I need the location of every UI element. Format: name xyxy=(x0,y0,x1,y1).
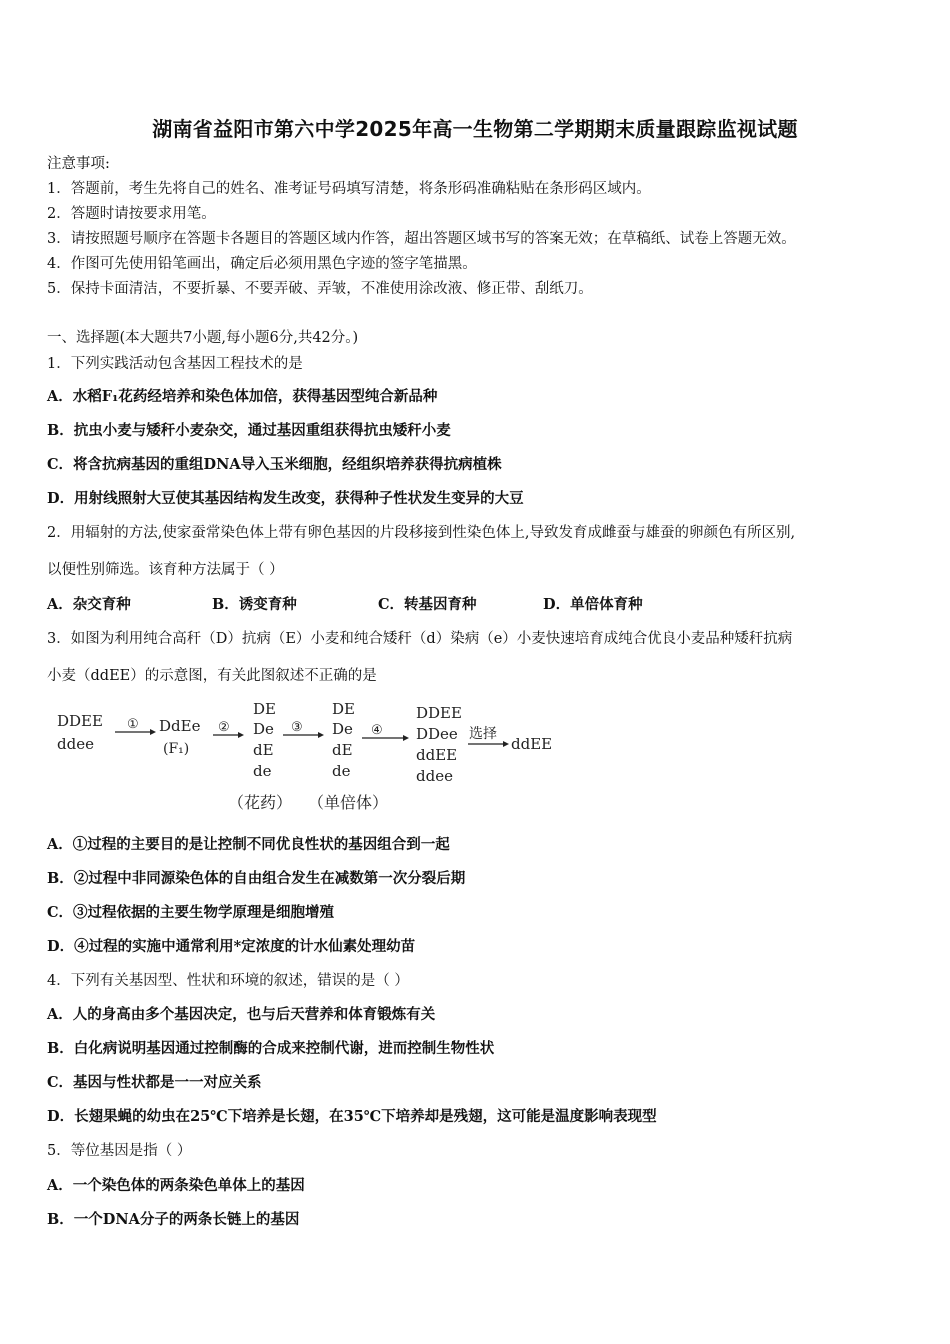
question-stem: 3．如图为利用纯合高秆（D）抗病（E）小麦和纯合矮秆（d）染病（e）小麦快速培育成纯合优良小麦品种矮秆抗病 xyxy=(47,631,793,647)
diploid: ddEE xyxy=(416,746,458,764)
question-stem: 1．下列实践活动包含基因工程技术的是 xyxy=(47,356,303,372)
notice-item: 5．保持卡面清洁，不要折暴、不要弄破、弄皱，不准使用涂改液、修正带、刮纸刀。 xyxy=(47,281,593,297)
notice-item: 1．答题前，考生先将自己的姓名、准考证号码填写清楚，将条形码准确粘贴在条形码区域内。 xyxy=(47,181,651,197)
option-a: A．水稻F₁花药经培养和染色体加倍，获得基因型纯合新品种 xyxy=(47,388,438,405)
option-c: C．③过程依据的主要生物学原理是细胞增殖 xyxy=(47,904,335,921)
gamete: dE xyxy=(253,741,274,759)
gamete: De xyxy=(253,720,274,738)
option-c: C．将含抗病基因的重组DNA导入玉米细胞，经组织培养获得抗病植株 xyxy=(47,456,502,473)
option-c: C．转基因育种 xyxy=(378,596,477,613)
option-c: C．基因与性状都是一一对应关系 xyxy=(47,1074,262,1091)
option-b: B．白化病说明基因通过控制酶的合成来控制代谢，进而控制生物性状 xyxy=(47,1040,495,1057)
option-d: D．④过程的实施中通常利用*定浓度的计水仙素处理幼苗 xyxy=(47,938,416,955)
option-a: A．人的身高由多个基因决定，也与后天营养和体育锻炼有关 xyxy=(47,1006,436,1023)
arrowhead-1 xyxy=(150,729,156,735)
step-3-label: ③ xyxy=(291,720,303,735)
parent-2: ddee xyxy=(57,735,94,753)
option-a: A．①过程的主要目的是让控制不同优良性状的基因组合到一起 xyxy=(47,836,450,853)
haploid-label: （单倍体） xyxy=(308,793,389,812)
notice-heading: 注意事项: xyxy=(47,156,110,172)
option-d: D．单倍体育种 xyxy=(543,596,643,613)
arrowhead-select xyxy=(503,741,509,747)
final-genotype: ddEE xyxy=(511,735,553,753)
notice-item: 4．作图可先使用铅笔画出，确定后必须用黑色字迹的签字笔描黑。 xyxy=(47,256,477,272)
haploid: DE xyxy=(332,700,355,718)
page-title: 湖南省益阳市第六中学2025年高一生物第二学期期末质量跟踪监视试题 xyxy=(152,117,798,141)
gamete: DE xyxy=(253,700,276,718)
option-b: B．一个DNA分子的两条长链上的基因 xyxy=(47,1211,300,1228)
option-b: B．诱变育种 xyxy=(212,596,297,613)
question-stem-cont: 小麦（ddEE）的示意图，有关此图叙述不正确的是 xyxy=(47,668,377,684)
options-row xyxy=(47,593,708,614)
question-stem: 5．等位基因是指（ ） xyxy=(47,1143,192,1159)
parent-1: DDEE xyxy=(57,712,103,730)
section-heading: 一、选择题(本大题共7小题,每小题6分,共42分。) xyxy=(47,330,359,346)
step-4-label: ④ xyxy=(371,723,383,738)
option-d: D．长翅果蝇的幼虫在25℃下培养是长翅，在35℃下培养却是残翅，这可能是温度影响表现型 xyxy=(47,1108,657,1125)
option-a: A．杂交育种 xyxy=(47,596,131,613)
haploid: de xyxy=(332,762,351,780)
diploid: ddee xyxy=(416,767,453,785)
notice-item: 3．请按照题号顺序在答题卡各题目的答题区域内作答，超出答题区域书写的答案无效；在草稿纸、试卷上答题无效。 xyxy=(47,231,796,247)
option-b: B．②过程中非同源染色体的自由组合发生在减数第一次分裂后期 xyxy=(47,870,466,887)
notice-item: 2．答题时请按要求用笔。 xyxy=(47,206,216,222)
anther-label: （花药） xyxy=(228,793,293,812)
step-1-label: ① xyxy=(127,717,139,732)
diploid: DDEE xyxy=(416,704,462,722)
question-stem: 2．用辐射的方法,使家蚕常染色体上带有卵色基因的片段移接到性染色体上,导致发育成雌蚕与雄蚕的卵颜色有所区别, xyxy=(47,525,796,541)
option-b: B．抗虫小麦与矮秆小麦杂交，通过基因重组获得抗虫矮秆小麦 xyxy=(47,422,451,439)
f1-label: (F₁) xyxy=(163,741,190,757)
option-d: D．用射线照射大豆使其基因结构发生改变，获得种子性状发生变异的大豆 xyxy=(47,490,524,507)
question-stem: 4．下列有关基因型、性状和环境的叙述，错误的是（ ） xyxy=(47,973,409,989)
arrowhead-3 xyxy=(318,732,324,738)
f1-genotype: DdEe xyxy=(159,717,201,735)
diploid: DDee xyxy=(416,725,458,743)
haploid: dE xyxy=(332,741,353,759)
arrowhead-2 xyxy=(238,732,244,738)
gamete: de xyxy=(253,762,272,780)
select-label: 选择 xyxy=(469,726,497,742)
question-stem-cont: 以便性别筛选。该育种方法属于（ ） xyxy=(47,562,284,578)
breeding-diagram xyxy=(55,698,565,820)
haploid: De xyxy=(332,720,353,738)
step-2-label: ② xyxy=(218,720,230,735)
arrowhead-4 xyxy=(403,735,409,741)
option-a: A．一个染色体的两条染色单体上的基因 xyxy=(47,1177,305,1194)
